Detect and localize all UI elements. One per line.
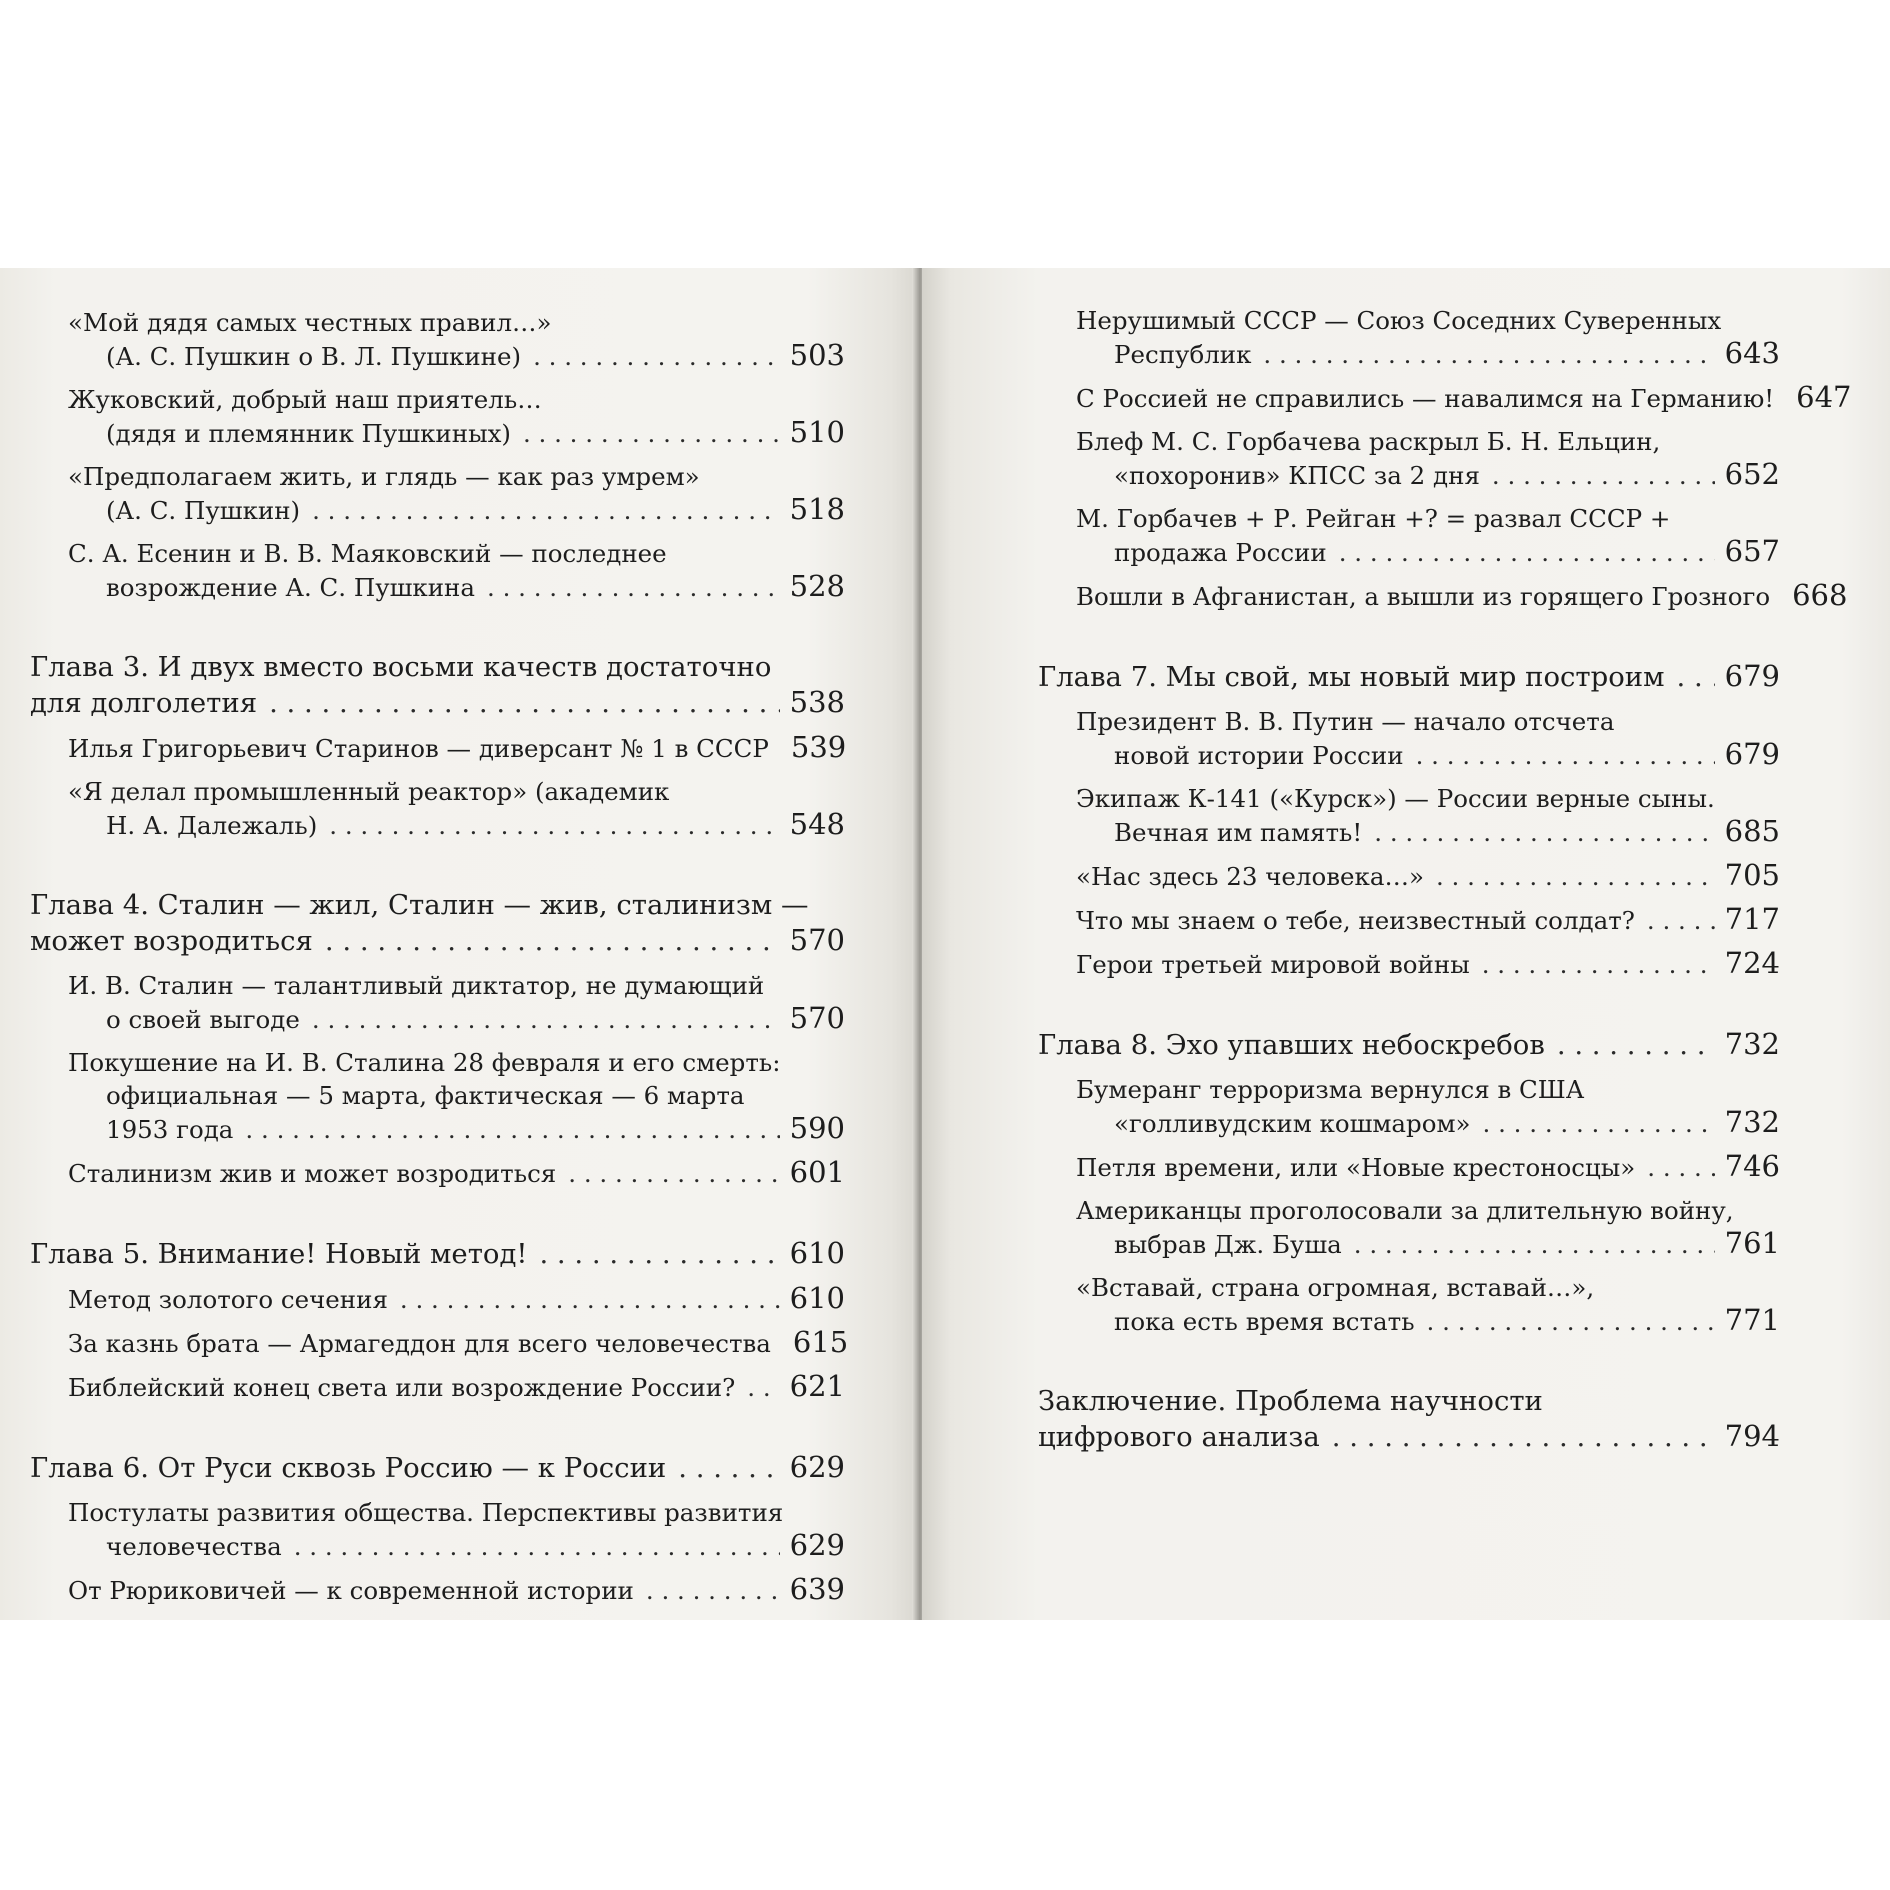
toc-entry-title-line: Глава 3. И двух вместо восьми качеств достаточно (30, 651, 772, 683)
toc-entry-title-line: Глава 7. Мы свой, мы новый мир построим (1038, 661, 1665, 693)
toc-entry-title-line: «Нас здесь 23 человека…» (1076, 862, 1424, 891)
toc-page-number: 548 (789, 807, 845, 841)
section-gap (30, 1200, 845, 1236)
toc-entry-leader-row (1076, 903, 1780, 937)
toc-entry-leader-row (1038, 659, 1780, 695)
toc-section-entry (30, 1370, 845, 1404)
toc-page-number: 724 (1724, 946, 1780, 980)
toc-page-number: 732 (1724, 1105, 1780, 1139)
toc-page-number: 629 (789, 1450, 845, 1484)
toc-page-number: 794 (1724, 1419, 1780, 1453)
toc-page-number: 615 (792, 1325, 849, 1359)
toc-entry-leader-row (68, 1156, 845, 1190)
toc-section-entry (1038, 380, 1852, 415)
toc-section-entry (1038, 1271, 1780, 1338)
dot-leader (1339, 536, 1715, 569)
toc-entry-title-line: И. В. Сталин — талантливый диктатор, не думающий (68, 971, 765, 1000)
dot-leader (1647, 904, 1715, 937)
toc-page-number: 717 (1724, 902, 1780, 936)
toc-section-entry (30, 969, 845, 1036)
toc-entry-leader-row (68, 570, 845, 604)
toc-section-entry (1038, 425, 1780, 492)
dot-leader (678, 1451, 779, 1486)
toc-entry-title-line: Вошли в Афганистан, а вышли из горящего Грозного (1076, 582, 1771, 611)
toc-section-entry (1038, 859, 1780, 893)
toc-entry-leader-row (1076, 1106, 1780, 1140)
toc-section-entry (1038, 1194, 1780, 1261)
dot-leader (1483, 1107, 1715, 1140)
toc-entry-leader-row (68, 731, 845, 765)
toc-entry-leader-row (1076, 380, 1852, 415)
section-gap (30, 614, 845, 650)
toc-entry-title-line: «Предполагаем жить, и глядь — как раз умрем» (68, 462, 700, 491)
toc-entry-title-line: (дядя и племянник Пушкиных) (106, 419, 511, 448)
toc-section-entry (30, 775, 845, 842)
toc-entry-leader-row (1076, 458, 1780, 492)
toc-entry-leader-row (1076, 1304, 1780, 1338)
toc-entry-title-line: От Рюриковичей — к современной истории (68, 1576, 634, 1605)
toc-entry-title-line: о своей выгоде (106, 1005, 300, 1034)
toc-entry-title-line: новой истории России (1114, 741, 1404, 770)
toc-section-entry (30, 731, 845, 765)
dot-leader (646, 1574, 780, 1607)
toc-entry-leader-row (1076, 578, 1848, 613)
toc-entry-title-line: М. Горбачев + Р. Рейган +? = развал СССР + (1076, 504, 1671, 533)
toc-entry-title-line: «похоронив» КПСС за 2 дня (1114, 461, 1480, 490)
toc-entry-leader-row (1076, 859, 1780, 893)
toc-section-entry (1038, 903, 1780, 937)
toc-chapter-entry (30, 1236, 845, 1272)
toc-entry-title-line: За казнь брата — Армагеддон для всего человечества (68, 1329, 771, 1358)
section-gap (1038, 991, 1780, 1027)
dot-leader (533, 340, 780, 373)
toc-entry-leader-row (1038, 1027, 1780, 1063)
toc-section-entry (1038, 1073, 1780, 1140)
toc-section-entry (1038, 578, 1848, 613)
toc-chapter-entry (30, 1450, 845, 1486)
toc-entry-title-line: Бумеранг терроризма вернулся в США (1076, 1075, 1585, 1104)
dot-leader (312, 1003, 780, 1036)
toc-chapter-entry (30, 650, 845, 721)
toc-page-number: 679 (1724, 659, 1780, 693)
toc-entry-leader-row (30, 1450, 845, 1486)
toc-entry-title-line: Глава 4. Сталин — жил, Сталин — жив, сталинизм — (30, 889, 809, 921)
toc-entry-title-line: «голливудским кошмаром» (1114, 1109, 1471, 1138)
left-book-page (0, 268, 918, 1620)
toc-entry-title-line: Президент В. В. Путин — начало отсчета (1076, 707, 1615, 736)
toc-page-number: 610 (789, 1281, 845, 1315)
toc-entry-title-line: возрождение А. С. Пушкина (106, 573, 475, 602)
toc-section-entry (1038, 947, 1780, 981)
toc-entry-title-line: Нерушимый СССР — Союз Соседних Суверенных (1076, 306, 1722, 335)
toc-entry-title-line: Покушение на И. В. Сталина 28 февраля и его смерть: (68, 1048, 781, 1077)
dot-leader (487, 571, 780, 604)
toc-section-entry (30, 1496, 845, 1563)
toc-page-number: 570 (789, 923, 845, 957)
toc-entry-leader-row (68, 339, 845, 373)
toc-section-entry (1038, 1150, 1780, 1184)
toc-entry-title-line: С Россией не справились — навалимся на Германию! (1076, 384, 1775, 413)
toc-entry-title-line: Герои третьей мировой войны (1076, 950, 1470, 979)
toc-entry-title-line: «Мой дядя самых честных правил…» (68, 308, 552, 337)
toc-entry-title-line: С. А. Есенин и В. В. Маяковский — последнее (68, 539, 667, 568)
toc-entry-leader-row (68, 1112, 845, 1146)
toc-entry-title-line: «Я делал промышленный реактор» (академик (68, 777, 670, 806)
toc-section-entry (30, 1046, 845, 1146)
toc-section-entry (30, 306, 845, 373)
toc-page-number: 601 (789, 1155, 845, 1189)
toc-entry-title-line: Метод золотого сечения (68, 1285, 388, 1314)
toc-page-number: 528 (789, 569, 845, 603)
toc-chapter-entry (1038, 1027, 1780, 1063)
toc-page-number: 652 (1724, 457, 1780, 491)
toc-page-number: 621 (789, 1369, 845, 1403)
toc-entry-title-line: выбрав Дж. Буша (1114, 1230, 1342, 1259)
toc-page-number: 647 (1796, 380, 1852, 414)
toc-entry-title-line: Жуковский, добрый наш приятель… (68, 385, 542, 414)
toc-section-entry (30, 537, 845, 604)
toc-entry-title-line: Республик (1114, 340, 1252, 369)
dot-leader (1427, 1305, 1715, 1338)
toc-section-entry (30, 460, 845, 527)
toc-page-number: 771 (1724, 1303, 1780, 1337)
toc-entry-title-line: Что мы знаем о тебе, неизвестный солдат? (1076, 906, 1635, 935)
toc-entry-leader-row (1076, 1227, 1780, 1261)
toc-entry-leader-row (1076, 815, 1780, 849)
toc-entry-leader-row (30, 923, 845, 959)
toc-entry-leader-row (1076, 738, 1780, 772)
table-of-contents-left (30, 306, 849, 1617)
dot-leader (294, 1530, 780, 1563)
toc-entry-title-line: Сталинизм жив и может возродиться (68, 1159, 557, 1188)
toc-page-number: 538 (789, 685, 845, 719)
toc-entry-title-line: (А. С. Пушкин о В. Л. Пушкине) (106, 342, 522, 371)
toc-page-number: 643 (1724, 336, 1780, 370)
dot-leader (329, 809, 779, 842)
toc-entry-title-line: пока есть время встать (1114, 1307, 1415, 1336)
toc-entry-title-line: Илья Григорьевич Старинов — диверсант № 1 в СССР (68, 734, 769, 763)
toc-page-number: 657 (1724, 534, 1780, 568)
toc-section-entry (1038, 502, 1780, 569)
toc-entry-leader-row (68, 1325, 849, 1360)
dot-leader (1263, 338, 1714, 371)
dot-leader (1332, 1420, 1715, 1455)
dot-leader (1647, 1151, 1714, 1184)
dot-leader (1677, 660, 1715, 695)
toc-entry-title-line: продажа России (1114, 538, 1327, 567)
dot-leader (539, 1237, 779, 1272)
toc-section-entry (1038, 782, 1780, 849)
toc-entry-leader-row (30, 685, 845, 721)
dot-leader (400, 1283, 780, 1316)
toc-entry-leader-row (30, 1236, 845, 1272)
toc-entry-leader-row (1076, 1150, 1780, 1184)
toc-section-entry (30, 1156, 845, 1190)
toc-entry-title-line: «Вставай, страна огромная, вставай…», (1076, 1273, 1595, 1302)
toc-entry-title-line: может возродиться (30, 925, 313, 957)
toc-chapter-entry (30, 888, 845, 959)
toc-chapter-entry (1038, 659, 1780, 695)
toc-entry-title-line: официальная — 5 марта, фактическая — 6 марта (106, 1081, 745, 1110)
toc-page-number: 518 (789, 492, 845, 526)
toc-entry-title-line: Экипаж К-141 («Курск») — России верные сыны. (1076, 784, 1715, 813)
section-gap (1038, 1348, 1780, 1384)
dot-leader (523, 417, 780, 450)
toc-entry-leader-row (68, 1529, 845, 1563)
toc-page-number: 685 (1724, 814, 1780, 848)
toc-entry-title-line: Американцы проголосовали за длительную войну, (1076, 1196, 1734, 1225)
toc-page-number: 679 (1724, 737, 1780, 771)
toc-page-number: 732 (1724, 1027, 1780, 1061)
dot-leader (245, 1113, 779, 1146)
toc-entry-title-line: (А. С. Пушкин) (106, 496, 301, 525)
toc-page-number: 503 (789, 338, 845, 372)
toc-entry-title-line: Н. А. Далежаль) (106, 811, 318, 840)
section-gap (1038, 623, 1780, 659)
toc-entry-leader-row (68, 416, 845, 450)
toc-page-number: 610 (789, 1236, 845, 1270)
dot-leader (1354, 1228, 1715, 1261)
toc-page-number: 590 (789, 1111, 845, 1145)
toc-entry-title-line: 1953 года (106, 1115, 234, 1144)
toc-entry-leader-row (68, 1002, 845, 1036)
dot-leader (568, 1157, 779, 1190)
toc-entry-title-line: цифрового анализа (1038, 1421, 1320, 1453)
toc-page-number: 629 (789, 1528, 845, 1562)
toc-section-entry (1038, 304, 1780, 371)
toc-entry-title-line: Библейский конец света или возрождение России? (68, 1373, 736, 1402)
toc-page-number: 510 (789, 415, 845, 449)
toc-section-entry (30, 1325, 849, 1360)
dot-leader (747, 1371, 779, 1404)
toc-entry-title-line: Вечная им память! (1114, 818, 1363, 847)
section-gap (30, 852, 845, 888)
toc-page-number: 539 (790, 730, 847, 764)
toc-entry-title-line: Глава 5. Внимание! Новый метод! (30, 1238, 528, 1270)
toc-section-entry (30, 1573, 845, 1607)
toc-entry-leader-row (1076, 337, 1780, 371)
toc-entry-leader-row (68, 1370, 845, 1404)
dot-leader (1416, 739, 1715, 772)
toc-section-entry (30, 1282, 845, 1316)
toc-entry-leader-row (1038, 1419, 1780, 1455)
dot-leader (1436, 860, 1715, 893)
toc-page-number: 668 (1792, 578, 1848, 612)
toc-entry-title-line: Блеф М. С. Горбачева раскрыл Б. Н. Ельцин, (1076, 427, 1661, 456)
dot-leader (1482, 948, 1715, 981)
dot-leader (325, 924, 780, 959)
toc-page-number: 705 (1724, 858, 1780, 892)
toc-page-number: 639 (789, 1572, 845, 1606)
toc-entry-title-line: Петля времени, или «Новые крестоносцы» (1076, 1153, 1636, 1182)
toc-section-entry (1038, 705, 1780, 772)
toc-entry-leader-row (1076, 535, 1780, 569)
toc-entry-title-line: Глава 8. Эхо упавших небоскребов (1038, 1029, 1545, 1061)
toc-entry-leader-row (68, 1573, 845, 1607)
toc-entry-title-line: Постулаты развития общества. Перспективы развития (68, 1498, 784, 1527)
table-of-contents-right (1038, 304, 1852, 1465)
toc-section-entry (30, 383, 845, 450)
toc-page-number: 746 (1724, 1149, 1780, 1183)
right-book-page (922, 268, 1890, 1620)
dot-leader (312, 494, 780, 527)
toc-entry-title-line: Глава 6. От Руси сквозь Россию — к России (30, 1452, 667, 1484)
dot-leader (1492, 459, 1715, 492)
toc-page-number: 570 (789, 1001, 845, 1035)
toc-entry-leader-row (1076, 947, 1780, 981)
toc-entry-leader-row (68, 493, 845, 527)
dot-leader (1374, 816, 1714, 849)
dot-leader (1557, 1028, 1715, 1063)
toc-page-number: 761 (1724, 1226, 1780, 1260)
dot-leader (269, 686, 780, 721)
section-gap (30, 1414, 845, 1450)
toc-chapter-entry (1038, 1384, 1780, 1455)
toc-entry-title-line: для долголетия (30, 687, 258, 719)
toc-entry-title-line: Заключение. Проблема научности (1038, 1385, 1543, 1417)
toc-entry-title-line: человечества (106, 1532, 282, 1561)
toc-entry-leader-row (68, 1282, 845, 1316)
toc-entry-leader-row (68, 808, 845, 842)
